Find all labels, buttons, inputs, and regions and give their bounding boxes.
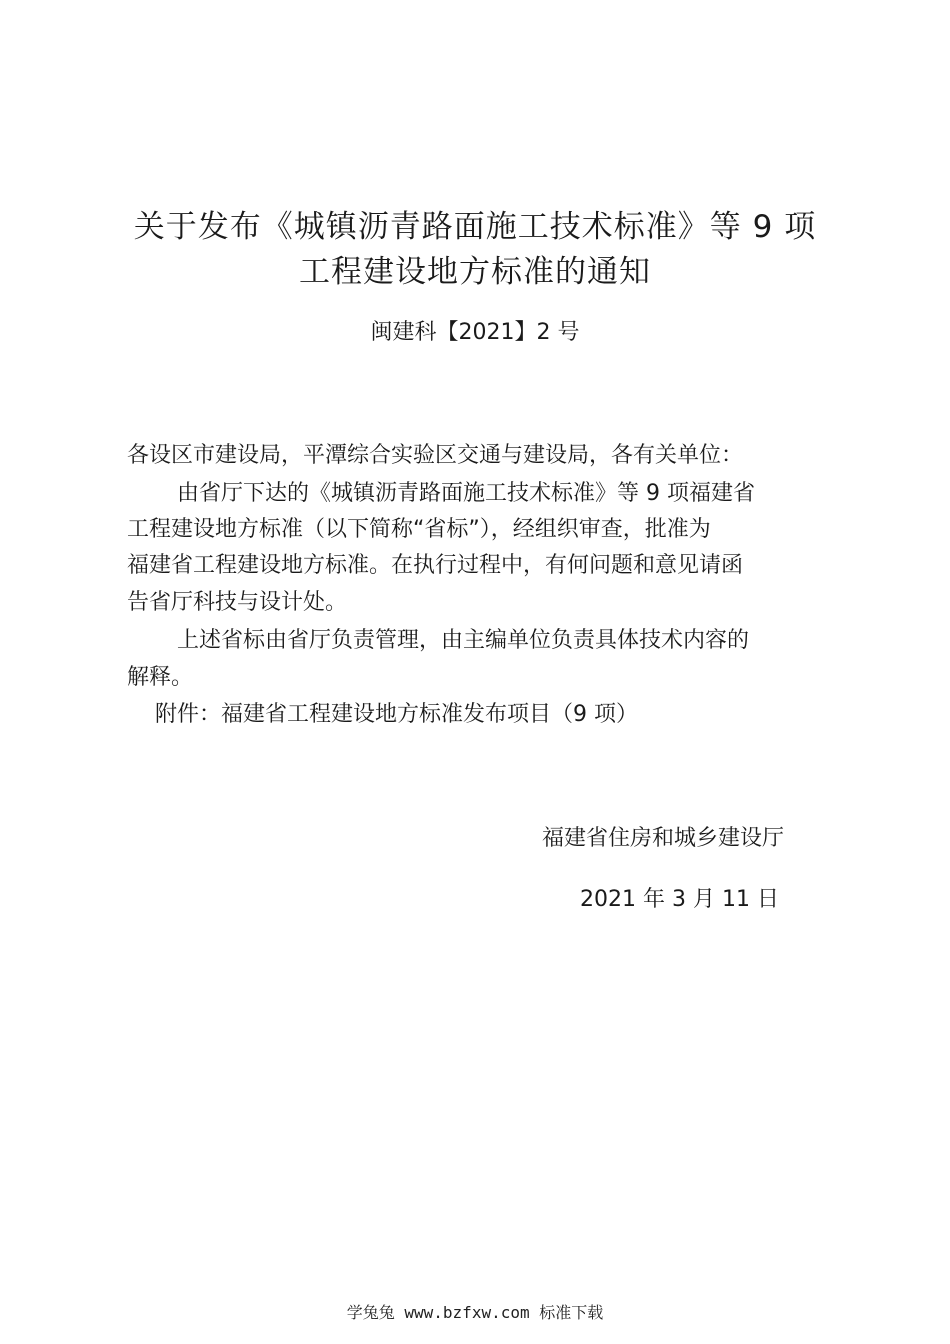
attachment-line: 附件：福建省工程建设地方标准发布项目（9 项） bbox=[155, 702, 638, 727]
paragraph-1-line-2: 工程建设地方标准（以下简称“省标”），经组织审查，批准为 bbox=[127, 517, 711, 542]
footer-watermark: 学兔兔 www.bzfxw.com 标准下载 bbox=[346, 1303, 604, 1322]
paragraph-2-line-2: 解释。 bbox=[127, 665, 194, 690]
document-title-line-1: 关于发布《城镇沥青路面施工技术标准》等 9 项 bbox=[133, 209, 817, 245]
paragraph-1-line-4: 告省厅科技与设计处。 bbox=[127, 590, 348, 615]
salutation: 各设区市建设局，平潭综合实验区交通与建设局，各有关单位： bbox=[127, 443, 744, 468]
issue-date: 2021 年 3 月 11 日 bbox=[580, 887, 779, 912]
paragraph-2-line-1: 上述省标由省厅负责管理，由主编单位负责具体技术内容的 bbox=[177, 628, 750, 653]
document-title-line-2: 工程建设地方标准的通知 bbox=[299, 254, 651, 290]
issuer-name: 福建省住房和城乡建设厅 bbox=[542, 826, 785, 851]
paragraph-1-line-3: 福建省工程建设地方标准。在执行过程中，有何问题和意见请函 bbox=[127, 553, 744, 578]
paragraph-1-line-1: 由省厅下达的《城镇沥青路面施工技术标准》等 9 项福建省 bbox=[177, 481, 755, 506]
document-number: 闽建科【2021】2 号 bbox=[370, 320, 580, 345]
